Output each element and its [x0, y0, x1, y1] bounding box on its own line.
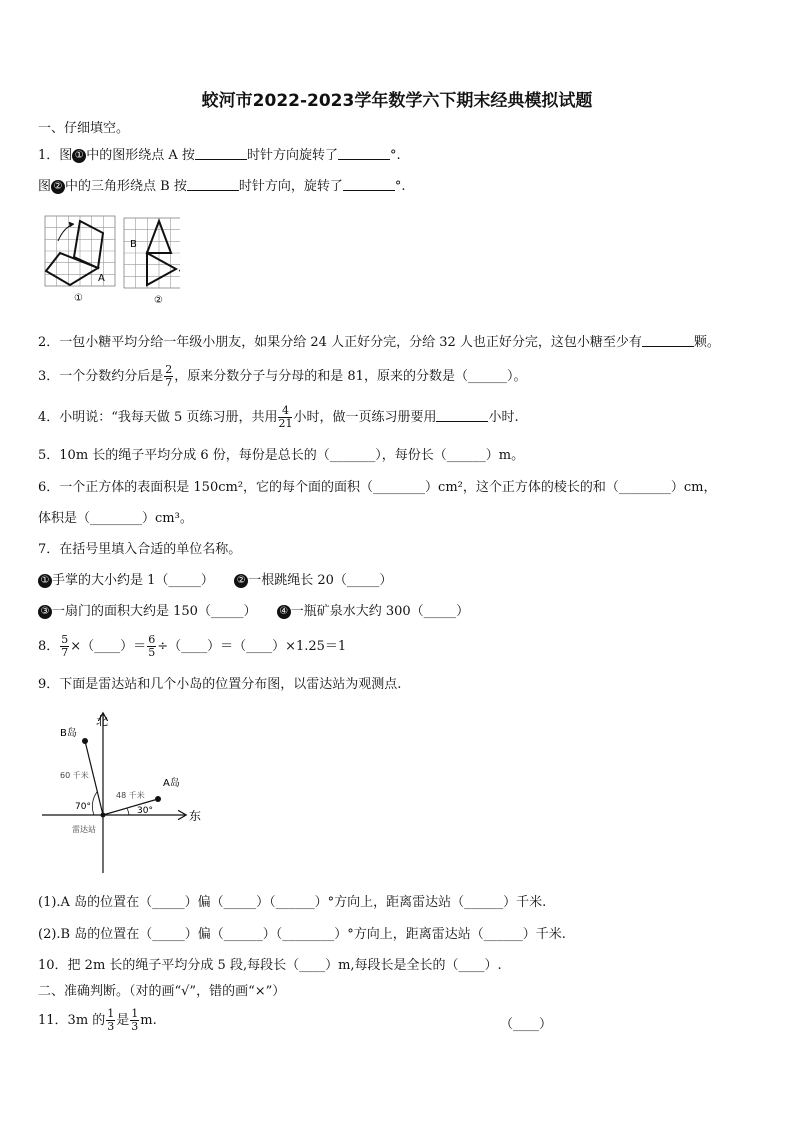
question-7-items-3-4: ③ 一扇门的面积大约是 150（_____） ④ 一瓶矿泉水大约 300（_____） — [38, 603, 469, 621]
circled-1-icon: ① — [38, 574, 52, 588]
judgement-answer-box[interactable]: （____） — [499, 1017, 552, 1032]
a-distance-label: 48 千米 — [116, 791, 145, 800]
rotation-figures — [40, 213, 180, 308]
circled-4-icon: ④ — [277, 605, 291, 619]
question-1a: 1．图 ① 中的图形绕点 A 按 时针方向旋转了 °. — [38, 148, 401, 163]
radar-station-point — [101, 813, 106, 818]
fraction: $\frac{5}{7}$ — [61, 633, 69, 659]
circled-3-icon: ③ — [38, 605, 52, 619]
question-9-2: (2).B 岛的位置在（_____）偏（______）（________）°方向上，距离雷达站（______）千米. — [38, 927, 566, 942]
question-9-1: (1).A 岛的位置在（_____）偏（_____）（______）°方向上，距离雷达站（______）千米. — [38, 895, 547, 910]
question-11: 11．3m 的 $\frac{1}{3}$ 是 $\frac{1}{3}$ m. — [38, 1007, 157, 1033]
east-label: 东 — [189, 809, 202, 823]
angle-a-label: 30° — [137, 806, 153, 816]
question-7-items-1-2: ① 手掌的大小约是 1（_____） ② 一根跳绳长 20（_____） — [38, 572, 392, 590]
circled-2-icon: ② — [234, 574, 248, 588]
radar-map — [38, 708, 213, 878]
question-7: 7．在括号里填入合适的单位名称。 — [38, 542, 242, 557]
question-9: 9．下面是雷达站和几个小岛的位置分布图，以雷达站为观测点. — [38, 677, 402, 692]
figure-1-label: ① — [74, 293, 83, 304]
question-3: 3．一个分数约分后是 $\frac{2}{7}$ ，原来分数分子与分母的和是 81，原来的分数是（______）。 — [38, 363, 527, 389]
answer-blank[interactable] — [195, 146, 247, 160]
b-island-point — [82, 738, 88, 744]
north-label: 北 — [96, 714, 109, 728]
fraction: $\frac{6}{5}$ — [148, 633, 156, 659]
fraction: $\frac{4}{21}$ — [278, 404, 293, 430]
figure-1-shapes — [46, 221, 103, 285]
question-6b: 体积是（________）cm³。 — [38, 511, 193, 526]
figure-2-label: ② — [154, 295, 163, 306]
fraction: $\frac{2}{7}$ — [165, 363, 173, 389]
answer-blank[interactable] — [187, 177, 239, 191]
angle-b-label: 70° — [75, 802, 91, 812]
answer-blank[interactable] — [436, 408, 488, 422]
b-distance-label: 60 千米 — [60, 771, 89, 780]
circled-1-icon: ① — [72, 149, 86, 163]
question-5: 5．10m 长的绳子平均分成 6 份，每份是总长的（_______），每份长（______）m。 — [38, 448, 525, 463]
point-b-label: B — [130, 239, 137, 250]
question-4: 4．小明说：“我每天做 5 页练习册，共用 $\frac{4}{21}$ 小时，做一页练习册要用 小时. — [38, 404, 519, 430]
question-6a: 6．一个正方体的表面积是 150cm²，它的每个面的面积（________）cm²，这个正方体的棱长的和（________）cm， — [38, 480, 717, 495]
section-2-heading: 二、准确判断。（对的画“√”，错的画“×”） — [38, 984, 286, 999]
page-title: 蛟河市2022-2023学年数学六下期末经典模拟试题 — [201, 91, 593, 111]
angle-b-arc — [92, 792, 97, 815]
question-8: 8． $\frac{5}{7}$ ×（____）＝ $\frac{6}{5}$ ÷（____）＝（____）×1.25＝1 — [38, 633, 347, 659]
question-2: 2．一包小糖平均分给一年级小朋友，如果分给 24 人正好分完，分给 32 人也正好分完，这包小糖至少有 颗。 — [38, 335, 720, 350]
answer-blank[interactable] — [338, 146, 390, 160]
question-1b: 图 ② 中的三角形绕点 B 按 时针方向，旋转了 °. — [38, 179, 406, 194]
angle-a-arc — [127, 808, 129, 815]
circled-2-icon: ② — [51, 180, 65, 194]
answer-blank[interactable] — [642, 333, 694, 347]
radar-station-label: 雷达站 — [72, 825, 96, 834]
section-1-heading: 一、仔细填空。 — [38, 121, 130, 136]
point-a-label: A — [98, 273, 105, 284]
question-10: 10．把 2m 长的绳子平均分成 5 段,每段长（____）m,每段长是全长的（____）. — [38, 958, 502, 973]
fraction: $\frac{1}{3}$ — [107, 1007, 115, 1033]
fraction: $\frac{1}{3}$ — [131, 1007, 139, 1033]
a-island-label: A岛 — [163, 778, 180, 789]
a-island-point — [155, 796, 161, 802]
b-island-label: B岛 — [60, 728, 77, 739]
answer-blank[interactable] — [343, 177, 395, 191]
